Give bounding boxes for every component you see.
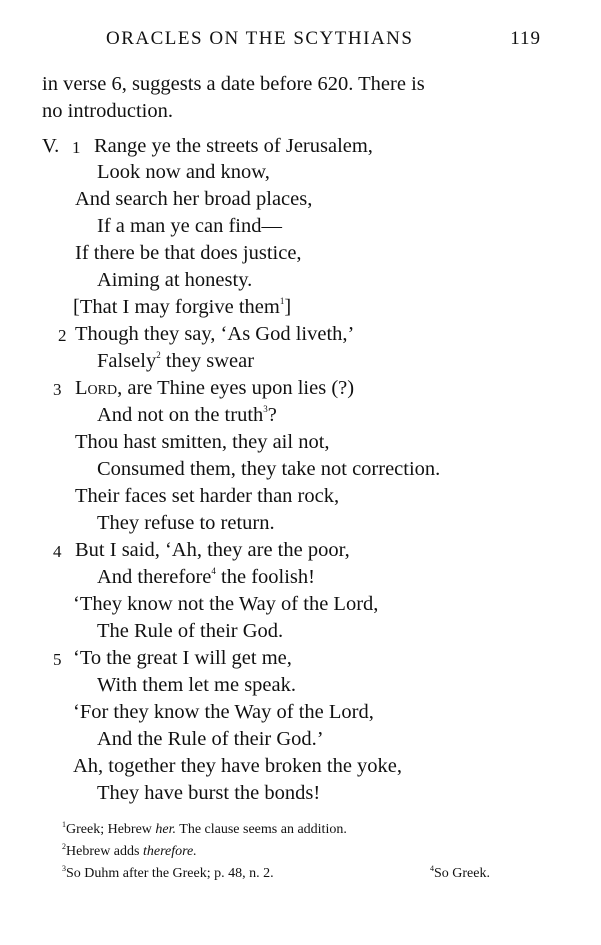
verse-line: They have burst the bonds!: [97, 782, 321, 804]
verse-line: And the Rule of their God.’: [97, 728, 324, 750]
lord-smallcaps: Lord: [75, 377, 118, 399]
intro-paragraph: [42, 71, 547, 125]
verse-line: Their faces set harder than rock,: [75, 485, 340, 507]
verse-line: Though they say, ‘As God liveth,’: [75, 323, 355, 345]
verse-number: 4: [53, 542, 62, 561]
footnote: $^1$Greek; Hebrew her. The clause seems an addition.: [62, 820, 347, 837]
verse-number: 2: [58, 326, 67, 345]
verse-line: ‘To the great I will get me,: [73, 647, 292, 669]
verse-line: Aiming at honesty.: [97, 269, 253, 291]
chapter-marker: V.: [42, 135, 60, 157]
verse-line: Ah, together they have broken the yoke,: [73, 755, 403, 777]
verse-line: Falsely$^2$ they swear: [97, 350, 255, 372]
verse-line: They refuse to return.: [97, 512, 275, 534]
footnote: $^2$Hebrew adds therefore.: [62, 842, 197, 859]
verse-line: And therefore$^4$ the foolish!: [97, 566, 315, 588]
verse-line: Thou hast smitten, they ail not,: [75, 431, 330, 453]
footnote-ref: 2: [156, 350, 161, 360]
verse-number: 5: [53, 650, 62, 669]
verse-line: If there be that does justice,: [75, 242, 302, 264]
verse-number: 3: [53, 380, 62, 399]
verse-line: Range ye the streets of Jerusalem,: [94, 135, 373, 157]
verse-line: With them let me speak.: [97, 674, 296, 696]
verse-line: Consumed them, they take not correction.: [97, 458, 441, 480]
intro-line: in verse 6, suggests a date before 620. There is: [42, 73, 425, 95]
footnote-ref: 3: [263, 404, 268, 414]
verse-line: ‘For they know the Way of the Lord,: [73, 701, 374, 723]
verse-line: ‘They know not the Way of the Lord,: [73, 593, 379, 615]
footnote: $^3$So Duhm after the Greek; p. 48, n. 2.: [62, 864, 274, 881]
intro-line: no introduction.: [42, 100, 173, 122]
verse-number: 1: [72, 138, 81, 157]
verse-line: And not on the truth$^3$?: [97, 404, 277, 426]
verse-line: [That I may forgive them$^1$]: [73, 296, 292, 318]
verse-line: Look now and know,: [97, 161, 270, 183]
verse-line: Lord, are Thine eyes upon lies (?): [75, 377, 355, 399]
verse-line: The Rule of their God.: [97, 620, 284, 642]
footnote-ref: 1: [279, 296, 285, 306]
page-number: 119: [510, 28, 541, 49]
running-title: ORACLES ON THE SCYTHIANS: [106, 28, 414, 49]
footnote: $^4$So Greek.: [430, 864, 490, 881]
verse-line: If a man ye can find—: [97, 215, 282, 237]
footnote-ref: 4: [211, 566, 216, 576]
verse-line: But I said, ‘Ah, they are the poor,: [75, 539, 350, 561]
verse-line: And search her broad places,: [75, 188, 313, 210]
